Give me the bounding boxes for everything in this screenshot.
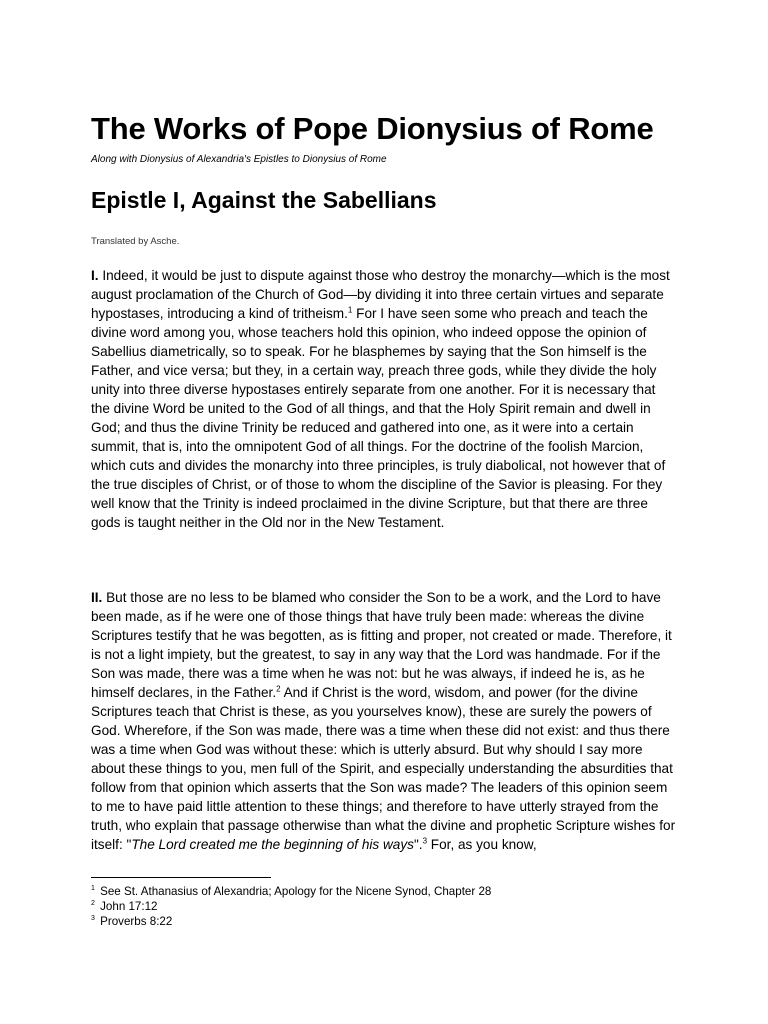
scripture-quote: The Lord created me the beginning of his ways xyxy=(131,837,414,852)
paragraph-text: For, as you know, xyxy=(427,837,537,852)
footnote-text: See St. Athanasius of Alexandria; Apology for the Nicene Synod, Chapter 28 xyxy=(96,885,492,898)
footnote-ref[interactable]: 2 xyxy=(276,684,281,694)
footnote-ref[interactable]: 3 xyxy=(422,836,428,846)
footnote-divider xyxy=(91,877,271,878)
paragraph-numeral: I. xyxy=(91,268,99,283)
document-title: The Works of Pope Dionysius of Rome xyxy=(91,111,654,146)
footnote-marker: 2 xyxy=(91,900,95,908)
paragraph-text: ". xyxy=(413,837,423,852)
footnote-marker: 3 xyxy=(91,915,95,923)
footnote-item xyxy=(91,899,491,914)
footnote-text: Proverbs 8:22 xyxy=(96,915,173,928)
footnotes-list xyxy=(91,884,491,929)
paragraph-1 xyxy=(91,266,677,532)
paragraph-text: Indeed, it would be just to dispute against those who destroy the monarchy—which is the most august proclamation of the Church of God—by dividing it into three certain virtues and separate hypostases, introducing a kind of tritheism. xyxy=(91,268,670,321)
translator-credit: Translated by Asche. xyxy=(91,236,180,247)
footnote-text: John 17:12 xyxy=(96,900,158,913)
paragraph-text: For I have seen some who preach and teach the divine word among you, whose teachers hold this opinion, who indeed oppose the opinion of Sabellius diametrically, so to speak. For he blasphemes by saying that the Son himself is the Father, and vice versa; but they, in a certain way, preach three gods, while they divide the holy unity into three diverse hypostases entirely separate from one another. For it is necessary that the divine Word be united to the God of all things, and that the Holy Spirit remain and dwell in God; and thus the divine Trinity be reduced and gathered into one, as it were into a certain summit, that is, into the omnipotent God of all things. For the doctrine of the foolish Marcion, which cuts and divides the monarchy into three principles, is truly diabolical, not however that of the true disciples of Christ, or of those to whom the discipline of the Savior is pleasing. For they well know that the Trinity is indeed proclaimed in the divine Scripture, but that there are three gods is taught neither in the Old nor in the New Testament. xyxy=(91,306,666,530)
paragraph-text: And if Christ is the word, wisdom, and power (for the divine Scriptures teach that Christ is these, as you yourselves know), these are surely the powers of God. Wherefore, if the Son was made, there was a time when these did not exist: and thus there was a time when God was without these: which is utterly absurd. But why should I say more about these things to you, men full of the Spirit, and especially understanding the absurdities that follow from that opinion which asserts that the Son was made? The leaders of this opinion seem to me to have paid little attention to these things; and therefore to have utterly strayed from the truth, who explain that passage otherwise than what the divine and prophetic Scripture wishes for itself: " xyxy=(91,685,676,852)
footnote-item xyxy=(91,914,491,929)
paragraph-2 xyxy=(91,588,677,854)
paragraph-numeral: II. xyxy=(91,590,103,605)
footnote-item xyxy=(91,884,491,899)
section-title: Epistle I, Against the Sabellians xyxy=(91,187,437,213)
footnote-marker: 1 xyxy=(91,885,95,893)
document-subtitle: Along with Dionysius of Alexandria's Epistles to Dionysius of Rome xyxy=(91,154,387,165)
paragraph-text: But those are no less to be blamed who consider the Son to be a work, and the Lord to have been made, as if he were one of those things that have truly been made: whereas the divine Scriptures testify that he was begotten, as is fitting and proper, not created or made. Therefore, it is not a light impiety, but the greatest, to say in any way that the Lord was handmade. For if the Son was made, there was a time when he was not: but he was always, if indeed he is, as he himself declares, in the Father. xyxy=(91,590,672,700)
footnote-ref[interactable]: 1 xyxy=(347,305,353,315)
